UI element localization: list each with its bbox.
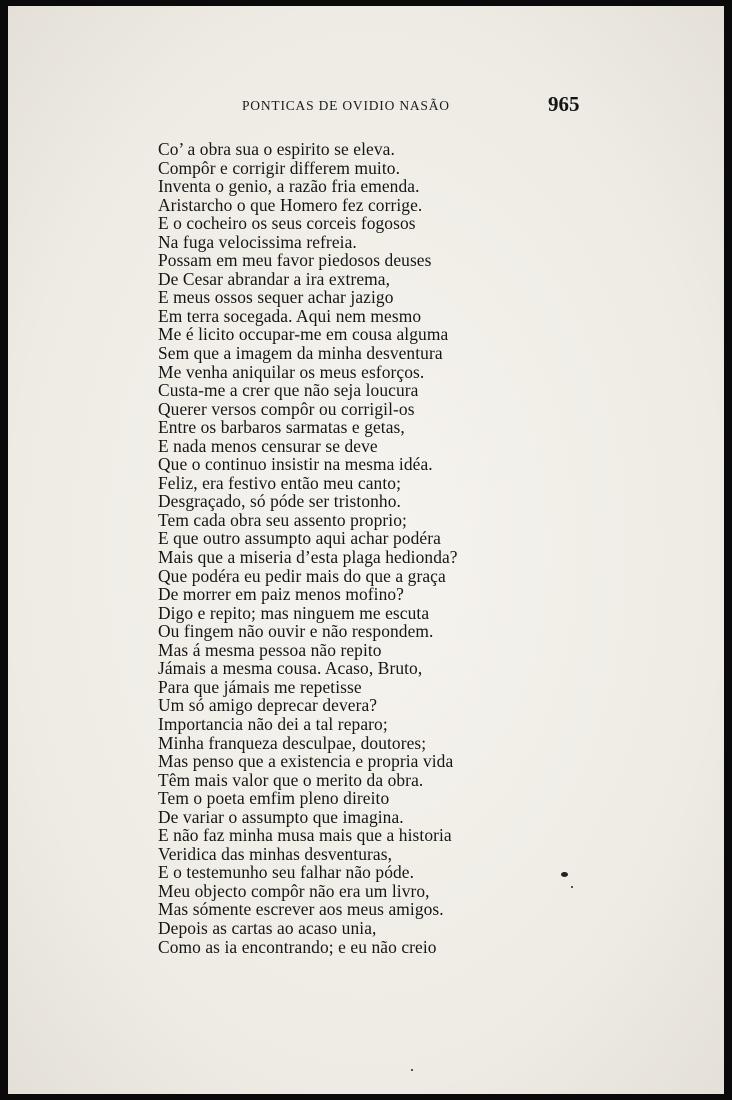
ink-speck (571, 886, 573, 888)
ink-speck (411, 1069, 413, 1071)
verse-line: De variar o assumpto que imagina. (158, 806, 404, 827)
verse-line: Ou fingem não ouvir e não respondem. (158, 621, 434, 642)
verse-line: Minha franqueza desculpae, doutores; (158, 732, 427, 753)
verse-line: Para que jámais me repetisse (158, 676, 362, 697)
verse-line: Feliz, era festivo então meu canto; (158, 472, 402, 493)
verse-line: Digo e repito; mas ninguem me escuta (158, 602, 430, 623)
verse-line: Sem que a imagem da minha desventura (158, 343, 443, 364)
verse-line: E não faz minha musa mais que a historia (158, 825, 452, 846)
verse-line: Jámais a mesma cousa. Acaso, Bruto, (158, 658, 423, 679)
verse-line: Me é licito occupar-me em cousa alguma (158, 324, 449, 345)
verse-line: Desgraçado, só póde ser tristonho. (158, 491, 401, 512)
verse-line: Possam em meu favor piedosos deuses (158, 250, 432, 271)
verse-line: Meu objecto compôr não era um livro, (158, 880, 430, 901)
verse-line: Tem o poeta emfim pleno direito (158, 788, 390, 809)
verse-line: E meus ossos sequer achar jazigo (158, 287, 394, 308)
verse-line: Co’ a obra sua o espirito se eleva. (158, 139, 395, 159)
verse-line: Como as ia encontrando; e eu não creio (158, 936, 437, 957)
verse-line: Importancia não dei a tal reparo; (158, 713, 388, 734)
verse-line: Depois as cartas ao acaso unia, (158, 917, 377, 938)
verse-line: Mais que a miseria d’esta plaga hedionda? (158, 547, 458, 568)
verse-line: Entre os barbaros sarmatas e getas, (158, 417, 405, 438)
verse-line: E o testemunho seu falhar não póde. (158, 862, 415, 883)
verse-line: Que podéra eu pedir mais do que a graça (158, 565, 446, 586)
verse-line: Me venha aniquilar os meus esforços. (158, 361, 425, 382)
verse-line: Na fuga velocissima refreia. (158, 231, 357, 252)
verse-line: E que outro assumpto aqui achar podéra (158, 528, 441, 549)
verse-line: Inventa o genio, a razão fria emenda. (158, 176, 420, 197)
verse-line: De Cesar abrandar a ira extrema, (158, 268, 391, 289)
verse-line: E o cocheiro os seus corceis fogosos (158, 213, 416, 234)
verse-line: Que o continuo insistir na mesma idéa. (158, 454, 433, 475)
book-page (8, 6, 724, 1094)
verse-line: Um só amigo deprecar devera? (158, 695, 378, 716)
verse-line: Em terra socegada. Aqui nem mesmo (158, 305, 422, 326)
verse-line: Têm mais valor que o merito da obra. (158, 769, 424, 790)
verse-line: Mas sómente escrever aos meus amigos. (158, 899, 444, 920)
verse-line: Compôr e corrigir differem muito. (158, 157, 401, 178)
ink-speck (561, 872, 568, 877)
running-header-title: PONTICAS DE OVIDIO NASÃO (242, 98, 450, 113)
verse-line: Mas penso que a existencia e propria vida (158, 751, 454, 772)
verse-line: E nada menos censurar se deve (158, 435, 378, 456)
verse-line: Custa-me a crer que não seja loucura (158, 380, 419, 401)
page-number: 965 (548, 92, 580, 116)
verse-line: De morrer em paiz menos mofino? (158, 584, 404, 605)
verse-line: Tem cada obra seu assento proprio; (158, 509, 407, 530)
poem-text (158, 140, 598, 956)
verse-line: Mas á mesma pessoa não repito (158, 639, 382, 660)
verse-line: Querer versos compôr ou corrigil-os (158, 398, 415, 419)
verse-line: Aristarcho o que Homero fez corrige. (158, 194, 423, 215)
verse-line: Veridica das minhas desventuras, (158, 843, 393, 864)
